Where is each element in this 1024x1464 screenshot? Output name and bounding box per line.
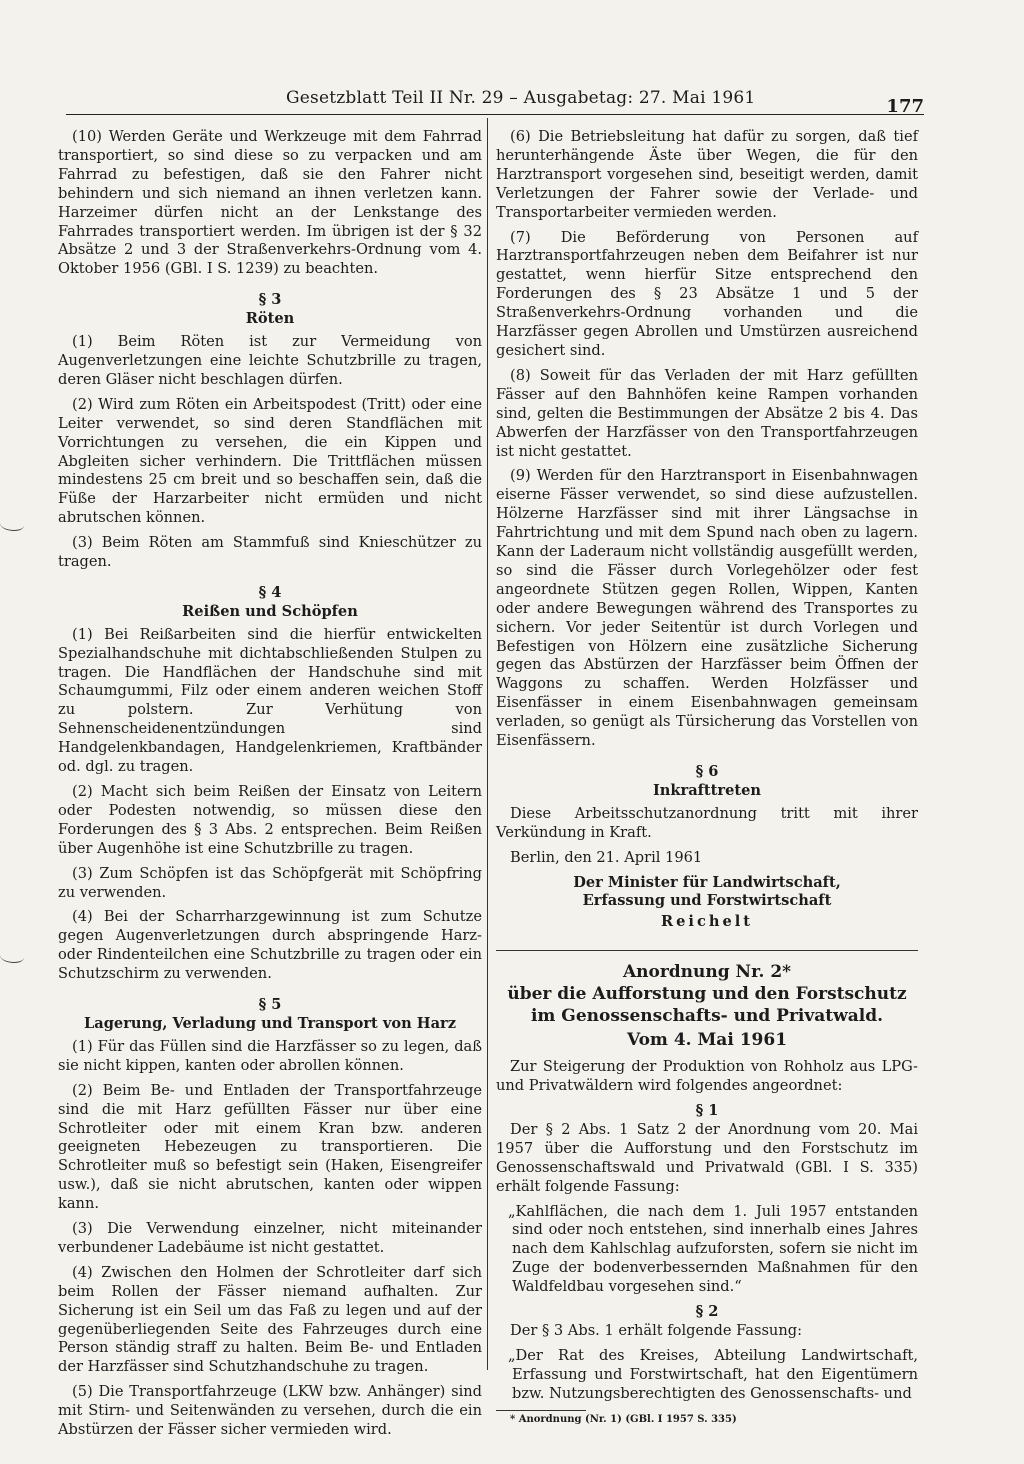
section-number: § 4 xyxy=(258,583,282,601)
paragraph: (4) Zwischen den Holmen der Schrotleiter darf sich beim Rollen der Fässer niemand aufhalten. Zur Sicherung ist ein Seil um das Faß zu legen und auf der gegenüberliegenden Seite des Fahrzeuges durch eine Person ständig straff zu halten. Beim Be- und Entladen der Harzfässer sind Schutzhandschuhe zu tragen. xyxy=(58,1263,482,1376)
page-number: 177 xyxy=(886,96,924,117)
decree-title: Anordnung Nr. 2* xyxy=(622,962,792,983)
margin-mark xyxy=(0,518,24,531)
quoted-text: „Der Rat des Kreises, Abteilung Landwirtschaft, Erfassung und Forstwirtschaft, hat den Eigentümern bzw. Nutzungsberechtigten des Genossenschafts- und xyxy=(508,1346,918,1402)
section-number: § 5 xyxy=(258,996,282,1014)
signature-title-line: Der Minister für Landwirtschaft, xyxy=(573,873,841,891)
right-column xyxy=(496,128,918,1432)
signatory-name: Reichelt xyxy=(660,913,754,931)
section-number: § 1 xyxy=(695,1101,719,1119)
paragraph: (2) Macht sich beim Reißen der Einsatz von Leitern oder Podesten notwendig, so müssen diese den Forderungen des § 3 Abs. 2 entsprechen. Beim Reißen über Augenhöhe ist eine Schutzbrille zu tragen. xyxy=(58,783,482,857)
decree-title: über die Aufforstung und den Forstschutz xyxy=(507,984,907,1005)
margin-mark xyxy=(0,950,24,963)
column-divider xyxy=(487,118,488,1370)
section-number: § 3 xyxy=(258,291,282,309)
paragraph: (6) Die Betriebsleitung hat dafür zu sorgen, daß tief herunterhängende Äste über Wegen, die für den Harztransport vorgesehen sind, beseitigt werden, damit Verletzungen der Fahrer sowie der Verlade- und Transportarbeiter vermieden werden. xyxy=(496,128,918,221)
paragraph: (8) Soweit für das Verladen der mit Harz gefüllten Fässer auf den Bahnhöfen keine Rampen vorhanden sind, gelten die Bestimmungen der Absätze 2 bis 4. Das Abwerfen der Harzfässer von den Transportfahrzeugen ist nicht gestattet. xyxy=(496,366,918,460)
paragraph: (1) Bei Reißarbeiten sind die hierfür entwickelten Spezialhandschuhe mit dichtabschließenden Stulpen zu tragen. Die Handflächen der Handschuhe sind mit Schaumgummi, Filz oder einem anderen weichen Stoff zu polstern. Zur Verhütung von Sehnenscheidenentzündungen sind Handgelenkbandagen, Handgelenkriemen, Kraftbänder od. dgl. zu tragen. xyxy=(58,625,482,776)
place-date: Berlin, den 21. April 1961 xyxy=(510,848,703,866)
header-rule xyxy=(66,114,924,115)
paragraph: (1) Für das Füllen sind die Harzfässer so zu legen, daß sie nicht kippen, kanten oder abrollen können. xyxy=(58,1037,482,1074)
paragraph: (5) Die Transportfahrzeuge (LKW bzw. Anhänger) sind mit Stirn- und Seitenwänden zu versehen, durch die ein Abstürzen der Fässer sicher vermieden wird. xyxy=(58,1383,482,1439)
signature-title-line: Erfassung und Forstwirtschaft xyxy=(582,892,832,910)
paragraph: (2) Wird zum Röten ein Arbeitspodest (Tritt) oder eine Leiter verwendet, so sind deren Standflächen mit Vorrichtungen zu versehen, die ein Kippen und Abgleiten sicher verhindern. Die Trittflächen müssen mindestens 25 cm breit und so beschaffen sein, daß die Füße der Harzarbeiter nicht ermüden und nicht abrutschen können. xyxy=(58,395,482,527)
paragraph: (10) Werden Geräte und Werkzeuge mit dem Fahrrad transportiert, so sind diese so zu verpacken und am Fahrrad zu befestigen, daß sie den Fahrer nicht behindern und sich niemand an ihnen verletzen kann. Harzeimer dürfen nicht an der Lenkstange des Fahrrades transportiert werden. Im übrigen ist der § 32 Absätze 2 und 3 der Straßenverkehrs-Ordnung vom 4. Oktober 1956 (GBl. I S. 1239) zu beachten. xyxy=(58,128,482,278)
header-title: Gesetzblatt Teil II Nr. 29 – Ausgabetag: 27. Mai 1961 xyxy=(286,88,756,108)
section-number: § 2 xyxy=(695,1303,719,1321)
section-title: Röten xyxy=(245,310,295,328)
footnote: * Anordnung (Nr. 1) (GBl. I 1957 S. 335) xyxy=(510,1413,737,1425)
page-header xyxy=(66,84,926,117)
decree-title: im Genossenschafts- und Privatwald. xyxy=(530,1006,884,1027)
paragraph: (4) Bei der Scharrharzgewinnung ist zum Schutze gegen Augenverletzungen durch abspringende Harz- oder Rindenteilchen eine Schutzbrille zu tragen oder ein Schutzschirm zu verwenden. xyxy=(58,908,482,983)
paragraph: (7) Die Beförderung von Personen auf Harztransportfahrzeugen neben dem Beifahrer ist nur gestattet, wenn hierfür Sitze entsprechend den Forderungen des § 23 Absätze 1 und 5 der Straßenverkehrs-Ordnung vorhanden und die Harzfässer gegen Abrollen und Umstürzen ausreichend gesichert sind. xyxy=(496,228,918,359)
paragraph: (3) Die Verwendung einzelner, nicht miteinander verbundener Ladebäume ist nicht gestattet. xyxy=(58,1220,482,1256)
footnote-rule xyxy=(496,1410,586,1411)
quoted-text: „Kahlflächen, die nach dem 1. Juli 1957 entstanden sind oder noch entstehen, sind innerhalb eines Jahres nach dem Kahlschlag aufzuforsten, sofern sie nicht im Zuge der bodenverbessernden Maßnahmen für den Waldfeldbau vorgesehen sind.“ xyxy=(508,1202,918,1296)
left-column xyxy=(58,128,482,1446)
paragraph: (2) Beim Be- und Entladen der Transportfahrzeuge sind die mit Harz gefüllten Fässer nur über eine Schrotleiter oder mit einem Kran bzw. anderen geeigneten Hebezeugen zu transportieren. Die Schrotleiter muß so befestigt sein (Haken, Eisengreifer usw.), daß sie nicht abrutschen, kanten oder wippen kann. xyxy=(58,1081,482,1213)
paragraph: (1) Beim Röten ist zur Vermeidung von Augenverletzungen eine leichte Schutzbrille zu tragen, deren Gläser nicht beschlagen dürfen. xyxy=(58,333,482,388)
paragraph: Zur Steigerung der Produktion von Rohholz aus LPG- und Privatwäldern wird folgendes angeordnet: xyxy=(496,1058,918,1095)
paragraph: Diese Arbeitsschutzanordnung tritt mit ihrer Verkündung in Kraft. xyxy=(496,804,918,841)
section-title: Lagerung, Verladung und Transport von Harz xyxy=(84,1014,456,1032)
paragraph: (3) Beim Röten am Stammfuß sind Knieschützer zu tragen. xyxy=(58,534,482,571)
separator-rule xyxy=(496,950,918,951)
section-number: § 6 xyxy=(695,763,719,780)
section-title: Reißen und Schöpfen xyxy=(182,602,358,620)
paragraph: Der § 2 Abs. 1 Satz 2 der Anordnung vom 20. Mai 1957 über die Aufforstung und den Forstschutz im Genossenschaftswald und Privatwald (GBl. I S. 335) erhält folgende Fassung: xyxy=(496,1120,918,1195)
section-title: Inkrafttreten xyxy=(652,781,762,799)
paragraph: (9) Werden für den Harztransport in Eisenbahnwagen eiserne Fässer verwendet, so sind diese aufzustellen. Hölzerne Harzfässer sind mit ihrer Längsachse in Fahrtrichtung und mit dem Spund nach oben zu lagern. Kann der Laderaum nicht vollständig ausgefüllt werden, so sind die Fässer durch Vorlegehölzer oder fest angeordnete Stützen gegen Rollen, Wippen, Kanten oder andere Bewegungen während des Transportes zu sichern. Vor jeder Seitentür ist durch Vorlegen und Befestigen von Hölzern eine zusätzliche Sicherung gegen das Abstürzen der Harzfässer beim Öffnen der Waggons zu schaffen. Werden Holzfässer und Eisenfässer in einem Eisenbahnwagen gemeinsam verladen, so genügt als Türsicherung das Vorstellen von Eisenfässern. xyxy=(496,467,918,750)
paragraph: (3) Zum Schöpfen ist das Schöpfgerät mit Schöpfring zu verwenden. xyxy=(58,864,482,901)
decree-date: Vom 4. Mai 1961 xyxy=(626,1030,788,1051)
paragraph: Der § 3 Abs. 1 erhält folgende Fassung: xyxy=(510,1321,802,1339)
